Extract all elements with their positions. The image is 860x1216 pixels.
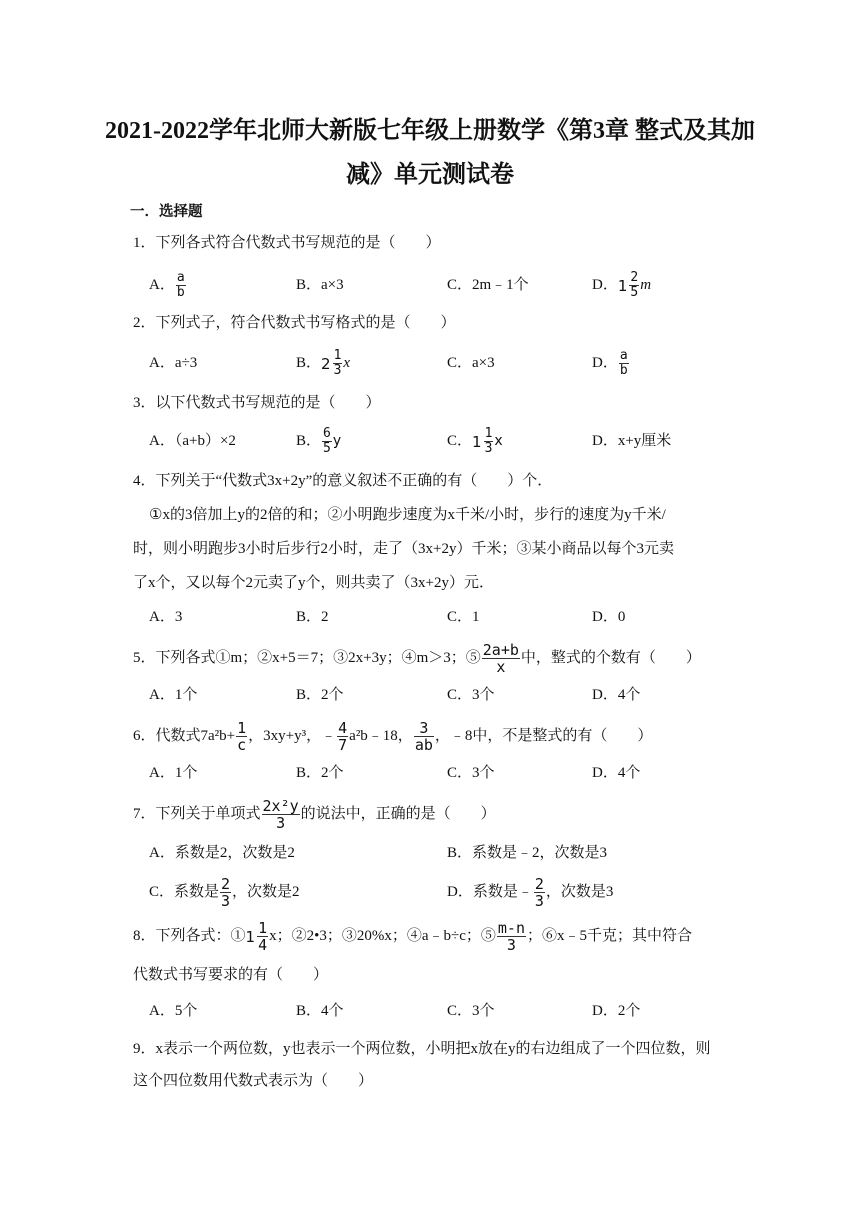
- q7-option-b: B．系数是﹣2，次数是3: [447, 845, 608, 861]
- section-heading: 一．选择题: [130, 204, 203, 220]
- q3-option-a: A．（a+b）×2: [149, 433, 236, 449]
- q6-option-a: A．1个: [149, 765, 198, 781]
- q5-option-a: A．1个: [149, 687, 198, 703]
- q1-option-c: C．2m﹣1个: [447, 277, 529, 293]
- fraction: $\frac{6}{5}$: [323, 426, 331, 457]
- q8-option-b: B．4个: [296, 1003, 344, 1019]
- fraction: $\frac{\text{2x²y}}{3}$: [262, 797, 299, 832]
- question-8-stem: 8．下列各式：① 1 $\frac{1}{4}$ x；②2•3；③20%x；④a﹣b÷c；⑤ $\frac{m-n}{3}$ ；⑥x﹣5千克；其中符合: [133, 919, 692, 954]
- question-2-stem: 2．下列式子，符合代数式书写格式的是（ ）: [133, 315, 456, 331]
- mixed-number: 1 $\frac{1}{3}$: [472, 426, 493, 457]
- question-8-line: 代数式书写要求的有（ ）: [133, 967, 329, 983]
- question-6-stem: 6．代数式7a²b+ $\frac{1}{c}$ ，3xy+y³，﹣ $\frac{4}{7}$ a²b﹣18， $\frac{3}{ab}$ ，﹣8中，不是整式的有（ ）: [133, 719, 653, 754]
- question-5-stem: 5．下列各式①m；②x+5＝7；③2x+3y；④m＞3；⑤ $\frac{2a+b}{x}$ 中，整式的个数有（ ）: [133, 641, 701, 676]
- question-3-stem: 3．以下代数式书写规范的是（ ）: [133, 395, 381, 411]
- q4-option-c: C．1: [447, 609, 480, 625]
- question-7-stem: 7．下列关于单项式 $\frac{\text{2x²y}}{3}$ 的说法中，正确的是（ ）: [133, 797, 496, 832]
- fraction: $\frac{2}{3}$: [221, 875, 231, 910]
- q3-option-c: C． 1 $\frac{1}{3}$ x: [447, 426, 503, 457]
- q1-option-a: A． $\frac{a}{b}$: [149, 270, 185, 301]
- q7-option-c: C．系数是 $\frac{2}{3}$ ，次数是2: [149, 875, 300, 910]
- q7-option-a: A．系数是2，次数是2: [149, 845, 295, 861]
- q6-option-b: B．2个: [296, 765, 344, 781]
- q6-option-d: D．4个: [592, 765, 641, 781]
- q4-option-b: B．2: [296, 609, 329, 625]
- q1-option-d: D． 1 $\frac{2}{5}$ m: [592, 270, 652, 301]
- mixed-number: 1 $\frac{2}{5}$: [617, 270, 639, 301]
- fraction: $\frac{1}{c}$: [237, 719, 247, 754]
- q4-option-a: A．3: [149, 609, 183, 625]
- q2-option-b: B． 2 $\frac{1}{3}$ x: [296, 348, 351, 379]
- q2-option-d: D． $\frac{a}{b}$: [592, 348, 628, 379]
- question-9-line: 这个四位数用代数式表示为（ ）: [133, 1073, 374, 1089]
- fraction: $\frac{4}{7}$: [338, 719, 348, 754]
- q2-option-a: A．a÷3: [149, 355, 198, 371]
- mixed-number: 2 $\frac{1}{3}$: [321, 348, 342, 379]
- question-4-line: 时，则小明跑步3小时后步行2小时，走了（3x+2y）千米；③某小商品以每个3元卖: [133, 541, 674, 557]
- fraction: $\frac{2}{3}$: [534, 875, 544, 910]
- fraction: $\frac{a}{b}$: [619, 348, 628, 379]
- fraction: $\frac{m-n}{3}$: [497, 919, 525, 954]
- q2-option-c: C．a×3: [447, 355, 495, 371]
- q8-option-c: C．3个: [447, 1003, 495, 1019]
- q8-option-a: A．5个: [149, 1003, 198, 1019]
- fraction: $\frac{a}{b}$: [176, 270, 185, 301]
- q1-option-b: B．a×3: [296, 277, 344, 293]
- q8-option-d: D．2个: [592, 1003, 641, 1019]
- q3-option-b: B． $\frac{6}{5}$ y: [296, 426, 342, 457]
- question-4-line: 了x个，又以每个2元卖了y个，则共卖了（3x+2y）元．: [133, 575, 494, 591]
- q7-option-d: D．系数是﹣ $\frac{2}{3}$ ，次数是3: [447, 875, 614, 910]
- page-title-continued: 减》单元测试卷: [346, 162, 514, 188]
- q5-option-b: B．2个: [296, 687, 344, 703]
- question-4-stem: 4．下列关于“代数式3x+2y”的意义叙述不正确的有（ ）个．: [133, 473, 553, 489]
- mixed-number: 1 $\frac{1}{4}$: [245, 919, 268, 954]
- question-4-line: ①x的3倍加上y的2倍的和；②小明跑步速度为x千米/小时，步行的速度为y千米/: [149, 507, 666, 523]
- page-title: 2021-2022学年北师大新版七年级上册数学《第3章 整式及其加: [105, 118, 755, 144]
- q5-option-c: C．3个: [447, 687, 495, 703]
- question-9-stem: 9．x表示一个两位数，y也表示一个两位数，小明把x放在y的右边组成了一个四位数，则: [133, 1041, 711, 1057]
- q5-option-d: D．4个: [592, 687, 641, 703]
- q4-option-d: D．0: [592, 609, 626, 625]
- fraction: $\frac{3}{ab}$: [414, 719, 433, 754]
- q6-option-c: C．3个: [447, 765, 495, 781]
- q3-option-d: D．x+y厘米: [592, 433, 672, 449]
- fraction: $\frac{2a+b}{x}$: [482, 641, 519, 676]
- question-1-stem: 1．下列各式符合代数式书写规范的是（ ）: [133, 235, 441, 251]
